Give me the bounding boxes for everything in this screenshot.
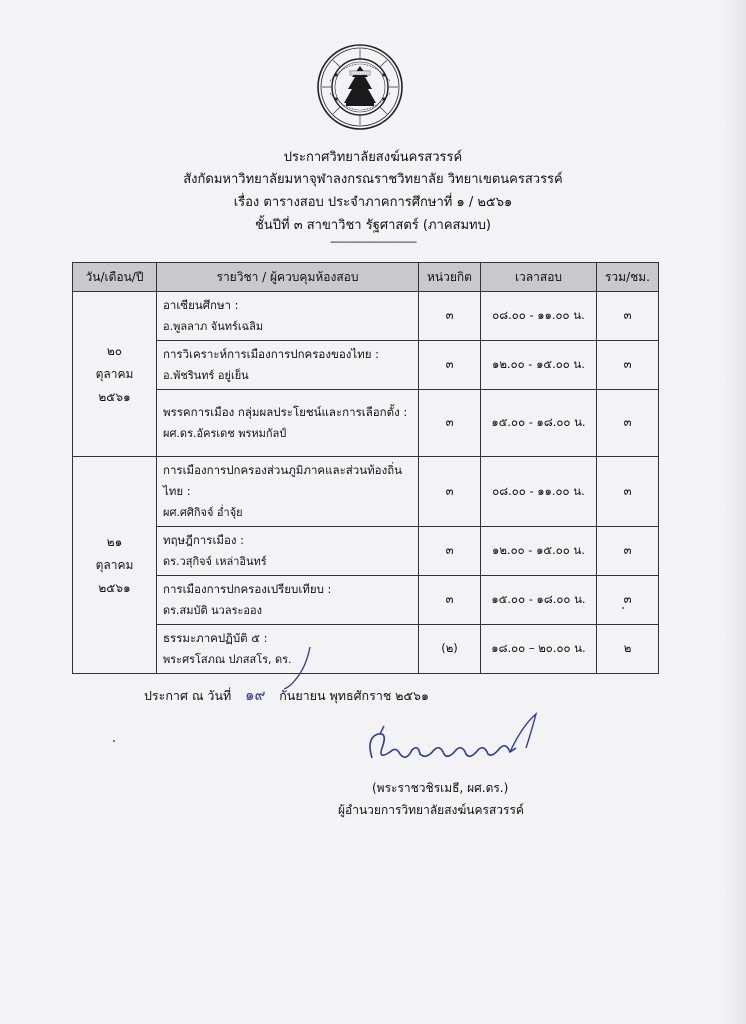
column-header-hours: รวม/ชม.	[597, 263, 659, 292]
table-row	[73, 576, 659, 625]
subject-cell	[157, 457, 419, 527]
column-header-date: วัน/เดือน/ปี	[73, 263, 157, 292]
hours-cell: ๒	[597, 625, 659, 674]
credits-cell: ๓	[419, 292, 481, 341]
table-row	[73, 292, 659, 341]
announcement-suffix: กันยายน พุทธศักราช ๒๕๖๑	[279, 688, 429, 703]
announcement-line	[144, 683, 429, 707]
subject-cell	[157, 341, 419, 390]
proctor-name: ผศ.ดร.อัครเดช พรหมกัลป์	[163, 427, 287, 440]
proctor-name: ผศ.ศศิกิจจ์ อ่ำจุ้ย	[163, 506, 243, 519]
subject-name: ทฤษฎีการเมือง :	[163, 533, 245, 547]
table-row	[73, 527, 659, 576]
subject-cell	[157, 390, 419, 457]
hours-cell: ๓	[597, 390, 659, 457]
column-header-credits: หน่วยกิต	[419, 263, 481, 292]
subject-name: การวิเคราะห์การเมืองการปกครองของไทย :	[163, 347, 379, 361]
scan-speck	[622, 607, 624, 609]
header-line-4: ชั้นปีที่ ๓ สาขาวิชา รัฐศาสตร์ (ภาคสมทบ)	[255, 218, 491, 233]
proctor-name: อ.พัชรินทร์ อยู่เย็น	[163, 369, 249, 382]
column-header-subject: รายวิชา / ผู้ควบคุมห้องสอบ	[157, 263, 419, 292]
column-header-time: เวลาสอบ	[481, 263, 597, 292]
proctor-name: พระศรโสภณ ปภสสโร, ดร.	[163, 653, 292, 666]
proctor-name: ดร.สมบัติ นวลระออง	[163, 604, 262, 617]
time-cell: ๑๕.๐๐ - ๑๘.๐๐ น.	[481, 576, 597, 625]
time-cell: ๐๘.๐๐ - ๑๑.๐๐ น.	[481, 292, 597, 341]
proctor-name: อ.พูลลาภ จันทร์เฉลิม	[163, 320, 264, 333]
subject-name: ธรรมะภาคปฏิบัติ ๕ :	[163, 631, 268, 645]
header-divider: -----------------------------	[329, 235, 417, 248]
table-row	[73, 457, 659, 527]
subject-name: การเมืองการปกครองเปรียบเทียบ :	[163, 582, 332, 596]
credits-cell: (๒)	[419, 625, 481, 674]
date-month: ตุลาคม	[95, 366, 134, 381]
time-cell: ๑๒.๐๐ - ๑๕.๐๐ น.	[481, 341, 597, 390]
date-month: ตุลาคม	[95, 557, 134, 572]
header-line-3: เรื่อง ตารางสอบ ประจำภาคการศึกษาที่ ๑ / ๒๕๖๑	[233, 195, 513, 210]
date-year: ๒๕๖๑	[98, 580, 131, 595]
date-day: ๒๑	[106, 534, 123, 549]
signer-name: (พระราชวชิรเมธี, ผศ.ดร.)	[372, 781, 509, 795]
header-line-1: ประกาศวิทยาลัยสงฆ์นครสวรรค์	[283, 150, 463, 165]
credits-cell: ๓	[419, 527, 481, 576]
hours-cell: ๓	[597, 457, 659, 527]
subject-cell	[157, 292, 419, 341]
date-year: ๒๕๖๑	[98, 389, 131, 404]
hours-cell: ๓	[597, 292, 659, 341]
subject-cell	[157, 527, 419, 576]
university-seal-icon	[316, 43, 404, 131]
announcement-day: ๑๙	[244, 686, 266, 704]
hours-cell: ๓	[597, 527, 659, 576]
subject-cell	[157, 576, 419, 625]
date-cell	[73, 292, 157, 457]
proctor-name: ดร.วสุกิจจ์ เหล่าอินทร์	[163, 555, 267, 568]
signer-title: ผู้อำนวยการวิทยาลัยสงฆ์นครสวรรค์	[338, 803, 524, 817]
table-row	[73, 341, 659, 390]
header-line-2: สังกัดมหาวิทยาลัยมหาจุฬาลงกรณราชวิทยาลัย วิทยาเขตนครสวรรค์	[183, 172, 563, 187]
time-cell: ๑๒.๐๐ - ๑๕.๐๐ น.	[481, 527, 597, 576]
credits-cell: ๓	[419, 341, 481, 390]
table-row	[73, 390, 659, 457]
scan-speck	[113, 740, 115, 742]
credits-cell: ๓	[419, 457, 481, 527]
time-cell: ๑๕.๐๐ - ๑๘.๐๐ น.	[481, 390, 597, 457]
subject-name: การเมืองการปกครองส่วนภูมิภาคและส่วนท้องถิ่นไทย :	[163, 463, 403, 498]
time-cell: ๑๘.๐๐ – ๒๐.๐๐ น.	[481, 625, 597, 674]
credits-cell: ๓	[419, 390, 481, 457]
announcement-prefix: ประกาศ ณ วันที่	[144, 688, 232, 703]
credits-cell: ๓	[419, 576, 481, 625]
subject-name: อาเซียนศึกษา :	[163, 298, 239, 312]
hours-cell: ๓	[597, 341, 659, 390]
time-cell: ๐๘.๐๐ - ๑๑.๐๐ น.	[481, 457, 597, 527]
hours-cell: ๓	[597, 576, 659, 625]
exam-schedule-table	[72, 262, 659, 674]
table-header-row	[73, 263, 659, 292]
date-day: ๒๐	[106, 343, 123, 358]
table-row	[73, 625, 659, 674]
handwritten-signature-icon	[360, 708, 550, 770]
date-cell	[73, 457, 157, 674]
subject-name: พรรคการเมือง กลุ่มผลประโยชน์และการเลือกตั้ง :	[163, 405, 408, 419]
